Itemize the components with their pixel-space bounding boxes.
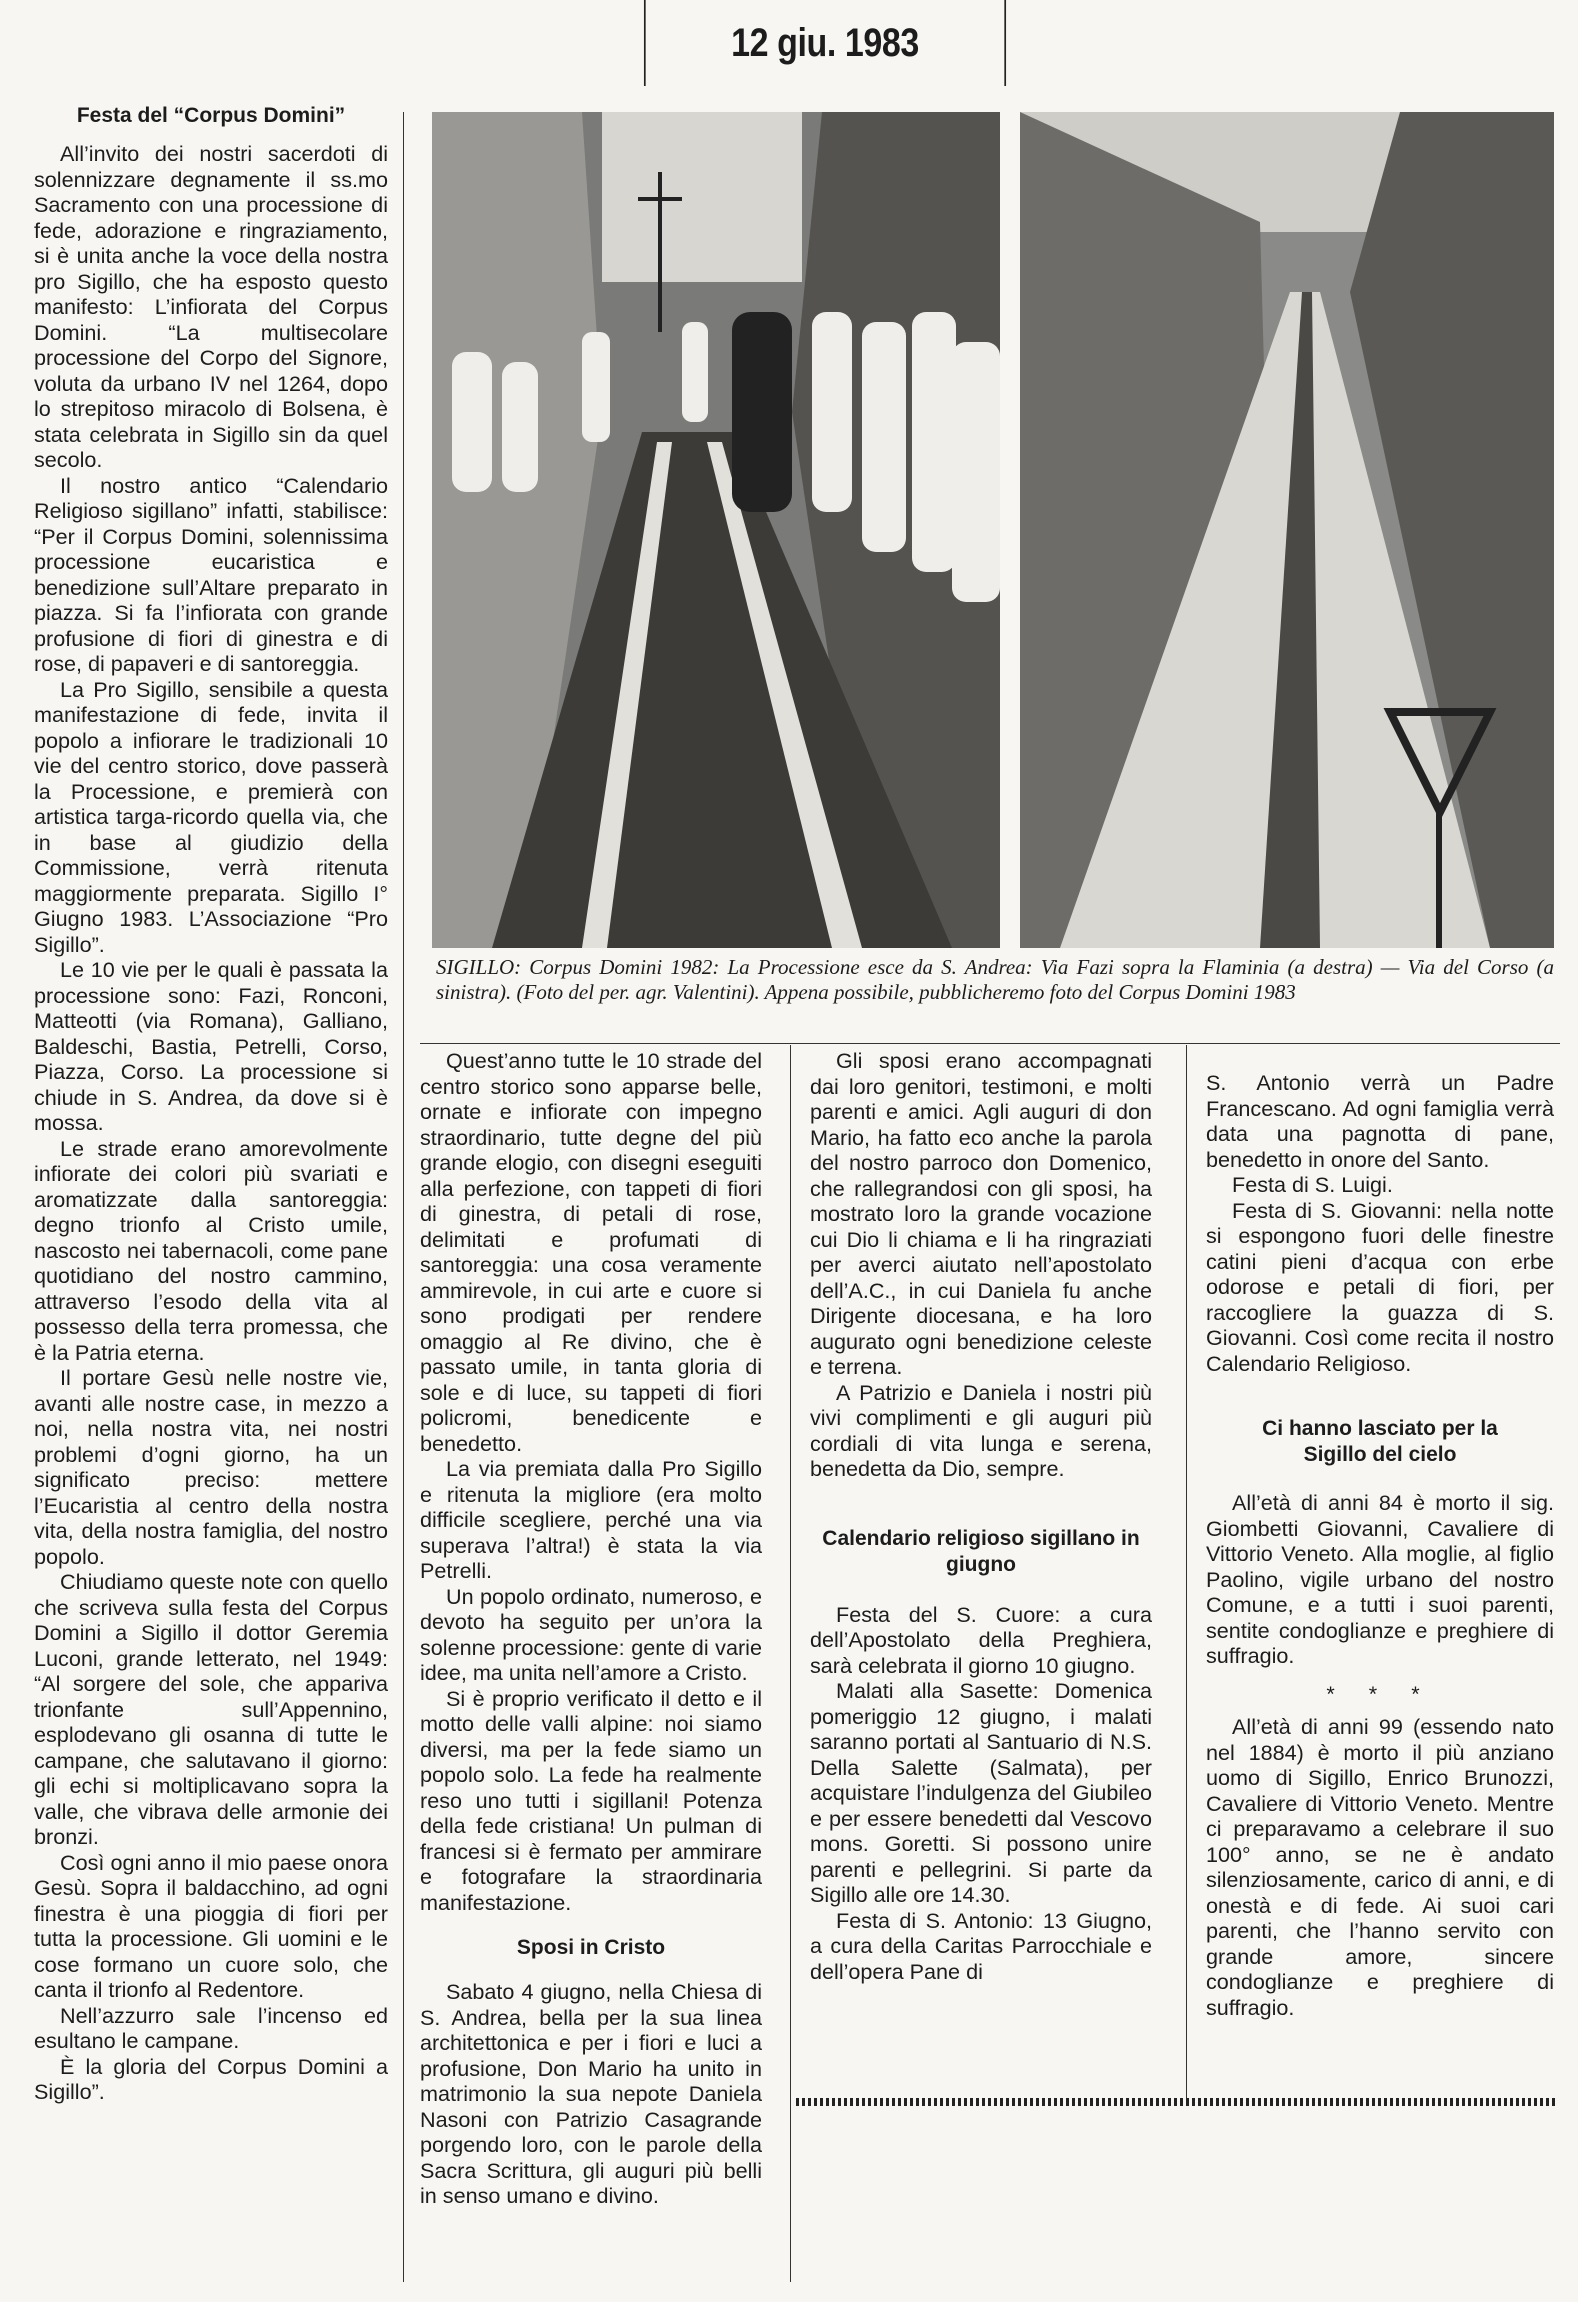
article-corpus-domini <box>34 103 388 2105</box>
article-sposi-calendario <box>810 1048 1152 1984</box>
paragraph: È la gloria del Corpus Domini a Sigillo”. <box>34 2053 388 2104</box>
paragraph: Il portare Gesù nelle nostre vie, avanti alle nostre case, in mezzo a noi, nella nostra vita, nei nostri problemi d’ogni giorno, ha un significato preciso: mettere l’Eucaristia al centro della nostra vita, della nostra famiglia, del nostro popolo. <box>34 1365 388 1569</box>
column-divider <box>1186 1045 1187 2105</box>
paragraph: Le strade erano amorevolmente infiorate dei colori più svariati e aromatizzate dalla santoreggia: degno trionfo al Cristo umile, nascosto nei tabernacoli, come pane quotidiano del nostro cammino, attraverso l’esodo della vita al possesso della terra promessa, che è la Patria eterna. <box>34 1135 388 1365</box>
section-separator: * * * <box>1326 1680 1434 1706</box>
paragraph: Festa del S. Cuore: a cura dell’Apostolato della Preghiera, sarà celebrata il giorno 10 giugno. <box>810 1601 1152 1678</box>
paragraph: All’età di anni 84 è morto il sig. Giombetti Giovanni, Cavaliere di Vittorio Veneto. Alla moglie, al figlio Paolino, vigile urbano del nostro Comune, e a tutti i suoi parenti, sentite condoglianze e preghiere di suffragio. <box>1206 1490 1554 1668</box>
section-heading-obituaries: Ci hanno lasciato per la Sigillo del cielo <box>1262 1417 1498 1466</box>
paragraph: Festa di S. Antonio: 13 Giugno, a cura della Caritas Parrocchiale e dell’opera Pane di <box>810 1907 1152 1984</box>
procession-photo <box>432 112 1000 948</box>
paragraph: S. Antonio verrà un Padre Francescano. Ad ogni famiglia verrà data una pagnotta di pane, benedetto in onore del Santo. <box>1206 1070 1554 1172</box>
paragraph: Il nostro antico “Calendario Religioso sigillano” infatti, stabilisce: “Per il Corpus Domini, solennissima processione eucaristica e benedizione sull’Altare preparato in piazza. Si fa l’infiorata con grande profusione di fiori di ginestra e di rose, di papaveri e di santoreggia. <box>34 472 388 676</box>
paragraph: Festa di S. Giovanni: nella notte si espongono fuori delle finestre catini pieni d’acqua con erbe odorose e petali di fiori, per raccogliere la guazza di S. Giovanni. Così come recita il nostro Calendario Religioso. <box>1206 1197 1554 1376</box>
section-heading-calendario: Calendario religioso sigillano in giugno <box>822 1526 1140 1576</box>
paragraph: Un popolo ordinato, numeroso, e devoto ha seguito per un’ora la solenne processione: gente di varie idee, ma unita nell’amore a Cristo. <box>420 1583 762 1685</box>
clipping-date: 12 giu. 1983 <box>644 0 1006 86</box>
street-photo <box>1020 112 1554 948</box>
paragraph: All’invito dei nostri sacerdoti di solennizzare degnamente il ss.mo Sacramento con una processione di fede, adorazione e ringraziamento, si è unita anche la voce della nostra pro Sigillo, che ha esposto questo manifesto: L’infiorata del Corpus Domini. “La multisecolare processione del Corpo del Signore, voluta da urbano IV nel 1264, dopo lo strepitoso miracolo di Bolsena, è stata celebrata in Sigillo sin da quel secolo. <box>34 141 388 472</box>
caption-rule <box>420 1043 1560 1044</box>
paragraph: Così ogni anno il mio paese onora Gesù. Sopra il baldacchino, ad ogni finestra è una pioggia di fiori per tutta la processione. Gli uomini e le cose formano un cuore solo, che canta il trionfo al Redentore. <box>34 1849 388 2002</box>
paragraph: Festa di S. Luigi. <box>1232 1172 1393 1197</box>
paragraph: Sabato 4 giugno, nella Chiesa di S. Andrea, bella per la sua linea architettonica e per i fiori e luci a profusione, Don Mario ha unito in matrimonio la sua nepote Daniela Nasoni con Patrizio Casagrande porgendo loro, con le parole della Sacra Scrittura, gli auguri più belli in senso umano e divino. <box>420 1979 762 2208</box>
paragraph: La Pro Sigillo, sensibile a questa manifestazione di fede, invita il popolo a infiorare le tradizionali 10 vie del centro storico, dove passerà la Processione, e premierà con artistica targa-ricordo quella via, che in base al giudizio della Commissione, verrà ritenuta maggiormente preparata. Sigillo I° Giugno 1983. L’Associazione “Pro Sigillo”. <box>34 676 388 957</box>
paragraph: Chiudiamo queste note con quello che scriveva sulla festa del Corpus Domini a Sigillo il dottor Geremia Luconi, grande letterato, nel 1949: “Al sorgere del sole, che appariva trionfante sull’Appennino, esplodevano gli osanna di tutte le campane, che salutavano il giorno: gli echi si moltiplicavano sopra la valle, che vibrava delle armonie dei bronzi. <box>34 1569 388 1849</box>
paragraph: Gli sposi erano accompagnati dai loro genitori, testimoni, e molti parenti e amici. Agli auguri di don Mario, ha fatto eco anche la parola del nostro parroco don Domenico, che rallegrandosi con gli sposi, ha mostrato loro la grande vocazione cui Dio li chiama e li ha ringraziati per averci aiutato nell’apostolato dell’A.C., in cui Daniela fu anche Dirigente diocesana, e ha loro augurato ogni benedizione celeste e terrena. <box>810 1048 1152 1379</box>
article-obituaries <box>1206 1070 1554 2020</box>
article-title: Festa del “Corpus Domini” <box>76 104 346 127</box>
paragraph: A Patrizio e Daniela i nostri più vivi complimenti e gli auguri più cordiali di vita lunga e serena, benedetta da Dio, sempre. <box>810 1379 1152 1481</box>
column-divider <box>790 1045 791 2282</box>
section-heading-sposi: Sposi in Cristo <box>516 1936 666 1959</box>
paragraph: Quest’anno tutte le 10 strade del centro storico sono apparse belle, ornate e infiorate con impegno straordinario, tutte degne del più grande elogio, con disegni eseguiti alla perfezione, con tappeti di fiori di ginestra, di petali di rose, delimitati e profumati di santoreggia: una cosa veramente ammirevole, in cui arte e cuore si sono prodigati per rendere omaggio al Re divino, che è passato umile, in tanta gloria di sole e di luce, su tappeti di fiori policromi, benedicente e benedetto. <box>420 1048 762 1456</box>
paragraph: La via premiata dalla Pro Sigillo e ritenuta la migliore (era molto difficile scegliere, perché una via superava l’altra!) è stata la via Petrelli. <box>420 1456 762 1583</box>
paragraph: Nell’azzurro sale l’incenso ed esultano le campane. <box>34 2002 388 2053</box>
paragraph: Malati alla Sasette: Domenica pomeriggio 12 giugno, i malati saranno portati al Santuario di N.S. Della Salette (Salmata), per acquistare l’indulgenza del Giubileo e per essere benedetti dal Vescovo mons. Goretti. Si possono unire parenti e pellegrini. Si parte da Sigillo alle ore 14.30. <box>810 1678 1152 1907</box>
paragraph: Le 10 vie per le quali è passata la processione sono: Fazi, Ronconi, Matteotti (via Romana), Galliano, Baldeschi, Bastia, Petrelli, Corso, Piazza, Corso. La processione si chiude in S. Andrea, da dove si è mossa. <box>34 957 388 1135</box>
paragraph: Si è proprio verificato il detto e il motto delle valli alpine: noi siamo diversi, ma per la fede siamo un popolo solo. La fede ha realmente reso uno tutti i sigillani! Potenza della fede cristiana! Un pulman di francesi si è fermato per ammirare e fotografare la straordinaria manifestazione. <box>420 1685 762 1915</box>
end-rule <box>796 2098 1556 2106</box>
article-continuation <box>420 1048 762 2209</box>
paragraph: All’età di anni 99 (essendo nato nel 1884) è morto il più anziano uomo di Sigillo, Enrico Brunozzi, Cavaliere di Vittorio Veneto. Mentre ci preparavamo a celebrare il suo 100° anno, se ne è andato silenziosamente, carico di anni, e di onestà e di fede. Ai suoi cari parenti, che l’hanno servito con grande amore, sincere condoglianze e preghiere di suffragio. <box>1206 1714 1554 2020</box>
photo-caption: SIGILLO: Corpus Domini 1982: La Processione esce da S. Andrea: Via Fazi sopra la Flaminia (a destra) — Via del Corso (a sinistra). (Foto del per. agr. Valentini). Appena possibile, pubblicheremo foto del Corpus Domini 1983 <box>436 955 1554 1004</box>
column-divider <box>403 112 404 2282</box>
